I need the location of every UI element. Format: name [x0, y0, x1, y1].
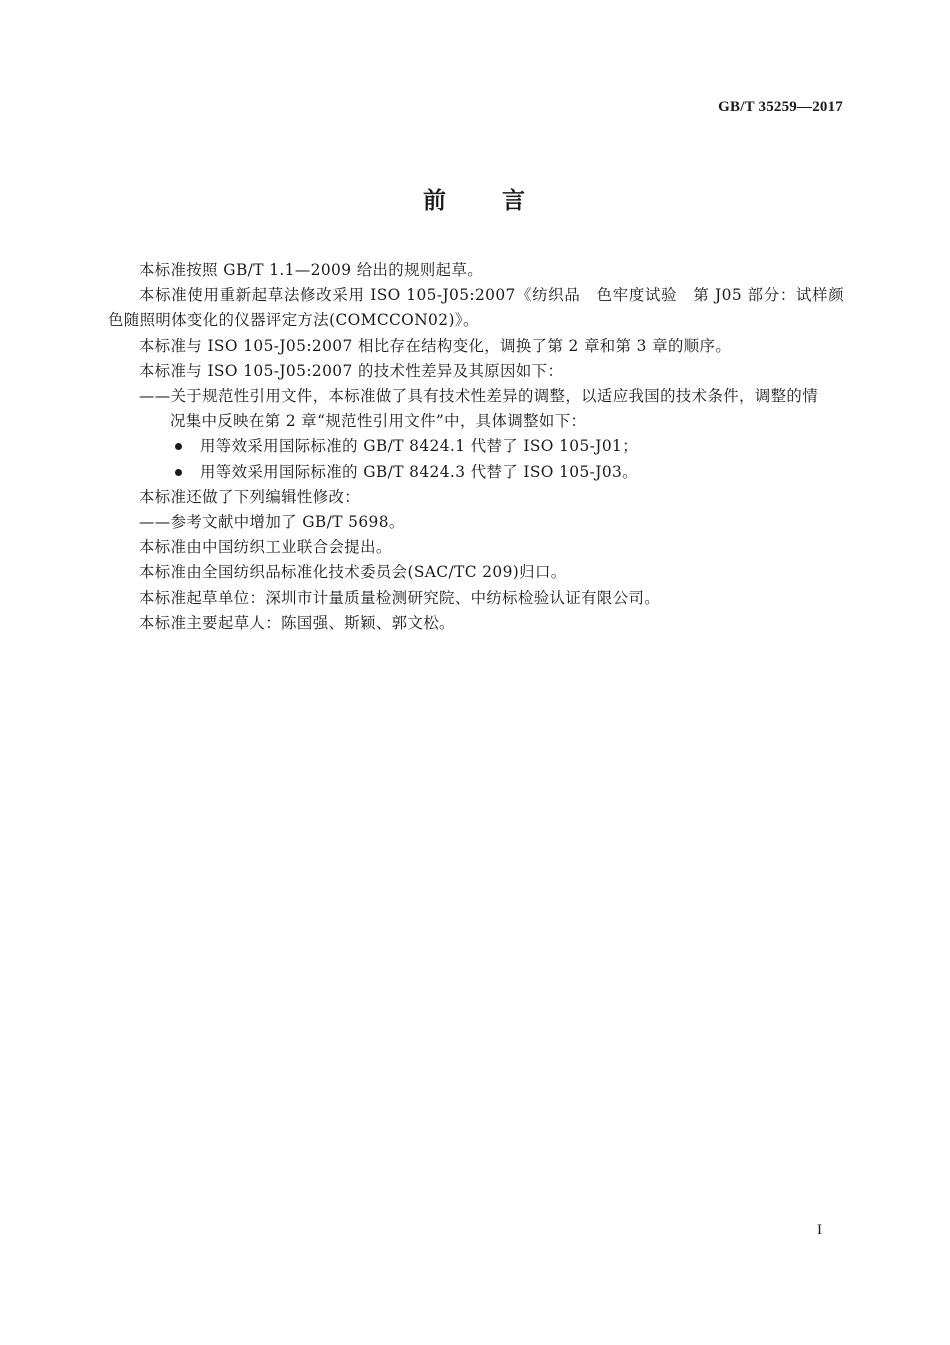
dash-item-bibliography: ——参考文献中增加了 GB/T 5698。	[139, 513, 405, 532]
paragraph-technical-differences: 本标准与 ISO 105-J05:2007 的技术性差异及其原因如下：	[139, 361, 564, 380]
paragraph-drafting-rules: 本标准按照 GB/T 1.1—2009 给出的规则起草。	[139, 261, 484, 279]
paragraph-editorial-changes: 本标准还做了下列编辑性修改：	[139, 487, 361, 506]
dash-item-line-1: ——关于规范性引用文件，本标准做了具有技术性差异的调整，以适应我国的技术条件，调整的情	[139, 387, 818, 406]
page-number: I	[817, 1222, 822, 1238]
bullet-text: 用等效采用国际标准的 GB/T 8424.3 代替了 ISO 105-J03。	[200, 462, 639, 481]
standard-code: GB/T 35259—2017	[718, 99, 843, 115]
paragraph-drafters: 本标准主要起草人：陈国强、斯颖、郭文松。	[139, 613, 455, 632]
dash-item-normative-references	[108, 384, 844, 434]
bullet-icon	[175, 469, 182, 476]
paragraph-drafting-units: 本标准起草单位：深圳市计量质量检测研究院、中纺标检验认证有限公司。	[139, 588, 661, 607]
page-title	[0, 182, 950, 215]
bullet-item	[108, 460, 844, 485]
foreword-body	[108, 258, 844, 636]
paragraph-structural-change: 本标准与 ISO 105-J05:2007 相比存在结构变化，调换了第 2 章和第 3 章的顺序。	[139, 336, 732, 355]
bullet-icon	[175, 443, 182, 450]
title-char-1: 前	[423, 188, 448, 214]
bullet-item	[108, 434, 844, 459]
paragraph-proposer: 本标准由中国纺织工业联合会提出。	[139, 538, 392, 557]
bullet-text: 用等效采用国际标准的 GB/T 8424.1 代替了 ISO 105-J01；	[200, 437, 639, 456]
paragraph-adoption: 本标准使用重新起草法修改采用 ISO 105-J05:2007《纺织品 色牢度试验 第 J05 部分：试样颜色随照明体变化的仪器评定方法(COMCCON02)》。	[108, 286, 844, 330]
paragraph-administration: 本标准由全国纺织品标准化技术委员会(SAC/TC 209)归口。	[139, 563, 567, 582]
title-char-2: 言	[502, 188, 527, 214]
dash-item-line-2: 况集中反映在第 2 章“规范性引用文件”中，具体调整如下：	[170, 412, 587, 431]
